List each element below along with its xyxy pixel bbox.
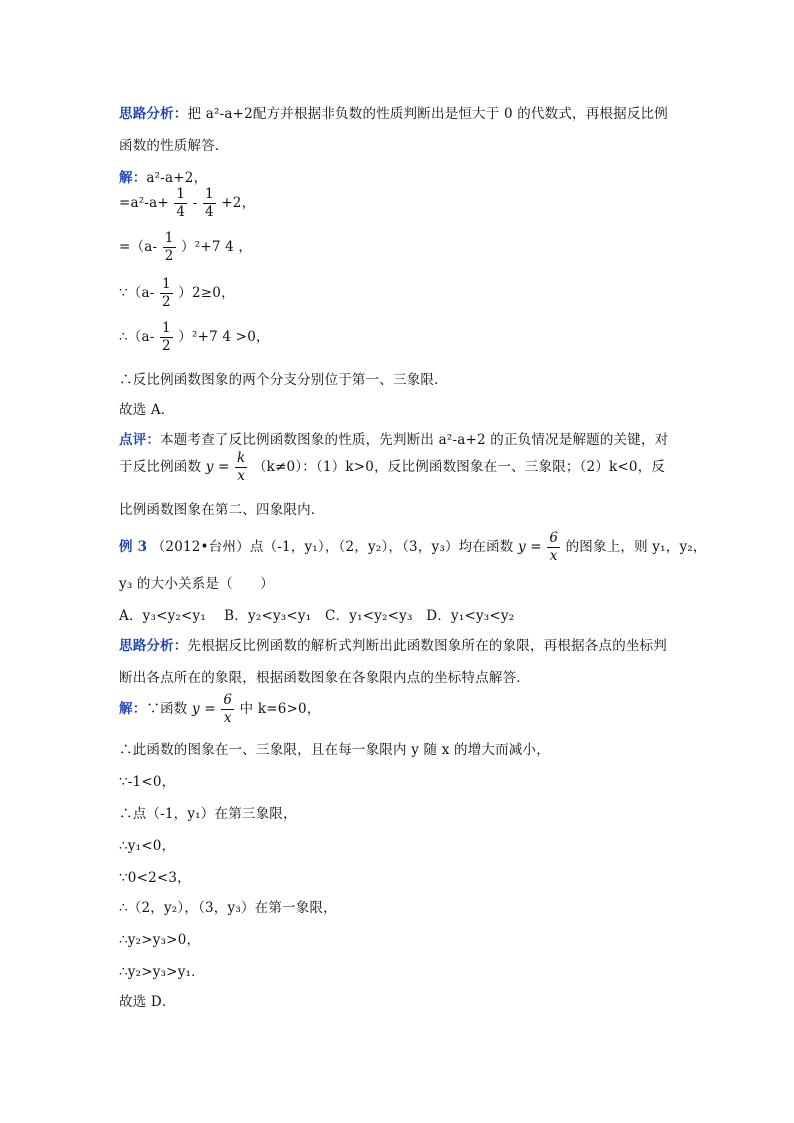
fraction-denominator: x [547,547,560,564]
expr-part: ）²+7 4 ， [181,239,253,255]
solution-label: 解： [119,170,147,186]
solution-1-line-5 [119,322,270,353]
fraction [163,232,176,263]
expr-part: - [192,195,198,211]
analysis-text: 把 a²-a+2配方并根据非负数的性质判断出是恒大于 0 的代数式，再根据反比例 [187,106,668,122]
question-text: （2012•台州）点（-1，y₁），（2，y₂），（3，y₃）均在函数 [151,539,514,555]
solution-text: a²-a+2， [146,170,208,186]
fraction-denominator: x [221,709,234,726]
fraction-denominator: 2 [164,247,174,264]
fraction [221,694,234,725]
analysis-1-line-1 [119,102,668,122]
solution-2-line-5: ∴y₁<0， [119,838,176,854]
solution-2-line-3: ∵-1<0， [119,774,176,790]
fraction-numerator: 1 [176,186,186,202]
fraction [160,278,173,309]
expr-part: =a²-a+ [119,195,169,211]
expr-part: ∵（a- [119,285,155,301]
analysis-2-line-2: 断出各点所在的象限，根据函数图象在各象限内点的坐标特点解答． [119,670,530,686]
fraction-denominator: x [235,467,247,484]
fraction-numerator: 6 [549,530,559,546]
fraction [235,452,247,483]
fraction-denominator: 2 [162,337,171,354]
expr-part: ∵函数 [146,701,188,717]
expr-part: ∴（a- [119,329,155,345]
formula-lhs: y = [205,459,230,475]
fraction-denominator: 4 [204,203,214,220]
fraction [174,188,187,219]
solution-1-line-6: ∴反比例函数图象的两个分支分别位于第一、三象限． [119,372,448,388]
comment-text: 本题考查了反比例函数图象的性质，先判断出 a²-a+2 的正负情况是解题的关键，对 [160,432,669,448]
solution-1-line-1 [119,166,207,186]
expr-part: ）²+7 4 >0， [178,329,270,345]
fraction-numerator: 1 [204,186,214,202]
fraction [203,188,216,219]
expr-part: +2， [221,195,256,211]
fraction [160,322,173,353]
fraction-numerator: k [237,450,246,466]
formula-lhs: y = [192,701,216,717]
solution-1-line-7: 故选 A． [119,402,175,418]
example-3-options: A．y₃<y₂<y₁ B．y₂<y₃<y₁ C．y₁<y₂<y₃ D．y₁<y₃<y₂ [119,608,515,624]
analysis-text: 先根据反比例函数的解析式判断出此函数图象所在的象限，再根据各点的坐标判 [187,638,667,654]
fraction-numerator: 6 [223,692,233,708]
solution-2-line-6: ∵0<2<3， [119,870,191,886]
solution-1-line-3 [119,232,252,263]
fraction-numerator: 1 [164,230,174,246]
fraction [547,532,560,563]
formula-lhs: y = [517,539,542,555]
expr-part: 于反比例函数 [119,459,202,475]
solution-2-line-7: ∴（2，y₂），（3，y₃）在第一象限， [119,900,337,916]
solution-2-line-8: ∴y₂>y₃>0， [119,932,201,948]
fraction-denominator: 4 [176,203,186,220]
comment-label: 点评： [119,432,161,448]
example-label: 例 3 [119,539,148,555]
example-3-line-1 [119,532,707,563]
expr-part: （k≠0）：（1）k>0，反比例函数图象在一、三象限；（2）k<0，反 [252,459,666,475]
analysis-label: 思路分析： [119,638,188,654]
solution-2-line-4: ∴点（-1，y₁）在第三象限， [119,806,297,822]
comment-line-1 [119,428,668,448]
example-3-line-2: y₃ 的大小关系是（ ） [119,576,274,592]
analysis-2-line-1 [119,634,667,654]
solution-2-line-9: ∴y₂>y₃>y₁． [119,964,205,980]
solution-2-line-10: 故选 D． [119,994,176,1010]
fraction-numerator: 1 [162,276,171,292]
analysis-label: 思路分析： [119,106,188,122]
fraction-denominator: 2 [162,293,171,310]
expr-part: 中 k=6>0， [239,701,321,717]
solution-1-line-4 [119,278,235,309]
question-text: 的图象上，则 y₁，y₂， [565,539,707,555]
fraction-numerator: 1 [162,320,171,336]
analysis-1-line-2: 函数的性质解答． [119,138,229,154]
solution-2-line-2: ∴此函数的图象在一、三象限，且在每一象限内 y 随 x 的增大而减小， [119,742,550,758]
solution-label: 解： [119,701,147,717]
expr-part: ）2≥0， [178,285,235,301]
comment-line-2 [119,452,665,483]
solution-2-line-1 [119,694,321,725]
solution-1-line-2 [119,188,255,219]
expr-part: =（a- [119,239,158,255]
comment-line-3: 比例函数图象在第二、四象限内． [119,502,325,518]
